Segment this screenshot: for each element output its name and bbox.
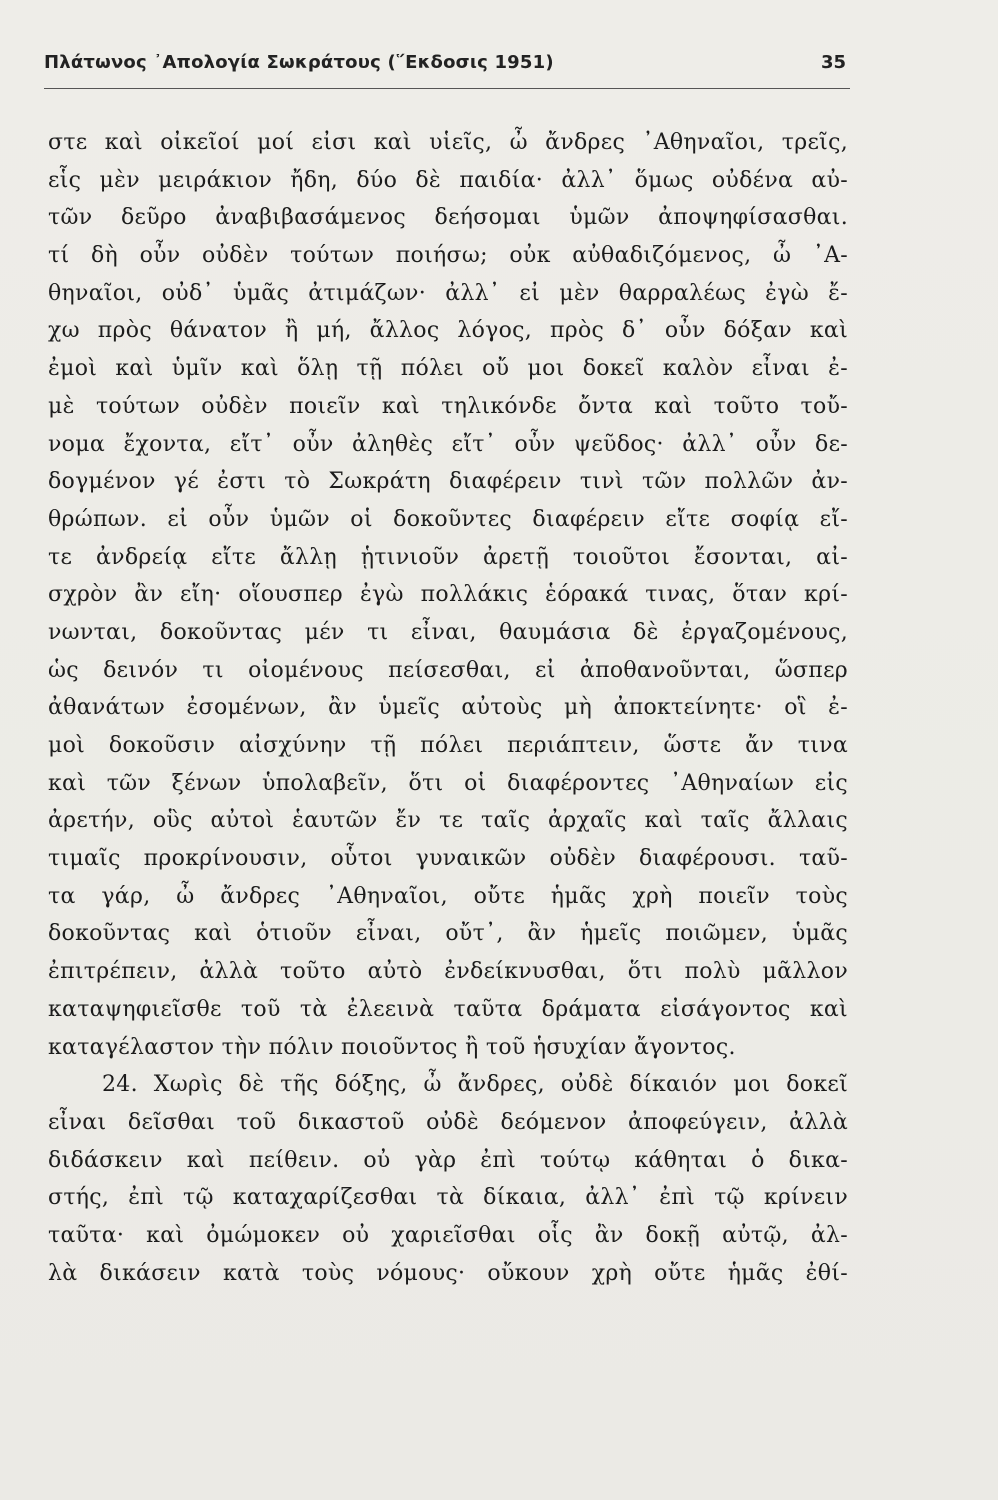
text-line: χω πρὸς θάνατον ἢ μή, ἄλλος λόγος, πρὸς δ᾽ οὖν δόξαν καὶ [48,318,848,344]
text-line: θηναῖοι, οὐδ᾽ ὑμᾶς ἀτιμάζων· ἀλλ᾽ εἰ μὲν θαρραλέως ἐγὼ ἔ- [48,280,848,306]
page-number: 35 [820,52,846,73]
text-line: τί δὴ οὖν οὐδὲν τούτων ποιήσω; οὐκ αὐθαδιζόμενος, ὦ ᾽Α- [48,243,848,269]
running-header [44,52,850,92]
header-rule [44,88,850,89]
running-title: Πλάτωνος ᾽Απολογία Σωκράτους (῞Εκδοσις 1951) [44,52,554,73]
text-line-paragraph-start: 24. Χωρὶς δὲ τῆς δόξης, ὦ ἄνδρες, οὐδὲ δίκαιόν μοι δοκεῖ [102,1072,848,1098]
text-line: ταῦτα· καὶ ὀμώμοκεν οὐ χαριεῖσθαι οἷς ἂν δοκῇ αὐτῷ, ἀλ- [48,1222,848,1248]
text-line: θρώπων. εἰ οὖν ὑμῶν οἱ δοκοῦντες διαφέρειν εἴτε σοφίᾳ εἴ- [48,506,848,532]
text-line: νομα ἔχοντα, εἴτ᾽ οὖν ἀληθὲς εἴτ᾽ οὖν ψεῦδος· ἀλλ᾽ οὖν δε- [48,431,848,457]
text-line: διδάσκειν καὶ πείθειν. οὐ γὰρ ἐπὶ τούτῳ κάθηται ὁ δικα- [48,1147,848,1173]
text-line: σχρὸν ἂν εἴη· οἵουσπερ ἐγὼ πολλάκις ἑόρακά τινας, ὅταν κρί- [48,582,848,608]
text-line: νωνται, δοκοῦντας μέν τι εἶναι, θαυμάσια δὲ ἐργαζομένους, [48,619,848,645]
text-line: ἐμοὶ καὶ ὑμῖν καὶ ὅλῃ τῇ πόλει οὔ μοι δοκεῖ καλὸν εἶναι ἐ- [48,356,848,382]
text-line: δοκοῦντας καὶ ὁτιοῦν εἶναι, οὔτ᾽, ἂν ἡμεῖς ποιῶμεν, ὑμᾶς [48,921,848,947]
text-line: ἀρετήν, οὓς αὐτοὶ ἑαυτῶν ἔν τε ταῖς ἀρχαῖς καὶ ταῖς ἄλλαις [48,808,848,834]
text-line: δογμένον γέ ἐστι τὸ Σωκράτη διαφέρειν τινὶ τῶν πολλῶν ἀν- [48,469,848,495]
text-line: τε ἀνδρείᾳ εἴτε ἄλλῃ ᾑτινιοῦν ἀρετῇ τοιοῦτοι ἔσονται, αἰ- [48,544,848,570]
text-line: στής, ἐπὶ τῷ καταχαρίζεσθαι τὰ δίκαια, ἀλλ᾽ ἐπὶ τῷ κρίνειν [48,1185,848,1211]
text-line: ὡς δεινόν τι οἰομένους πείσεσθαι, εἰ ἀποθανοῦνται, ὥσπερ [48,657,848,683]
text-line: λὰ δικάσειν κατὰ τοὺς νόμους· οὔκουν χρὴ οὔτε ἡμᾶς ἐθί- [48,1260,848,1286]
text-line: καταγέλαστον τὴν πόλιν ποιοῦντος ἢ τοῦ ἡσυχίαν ἄγοντος. [48,1034,736,1060]
text-line: μὲ τούτων οὐδὲν ποιεῖν καὶ τηλικόνδε ὄντα καὶ τοῦτο τοὔ- [48,393,848,419]
text-line: τα γάρ, ὦ ἄνδρες ᾽Αθηναῖοι, οὔτε ἡμᾶς χρὴ ποιεῖν τοὺς [48,883,848,909]
text-line: τιμαῖς προκρίνουσιν, οὗτοι γυναικῶν οὐδὲν διαφέρουσι. ταῦ- [48,846,848,872]
text-line: ἀθανάτων ἐσομένων, ἂν ὑμεῖς αὐτοὺς μὴ ἀποκτείνητε· οἳ ἐ- [48,695,848,721]
text-line: ἐπιτρέπειν, ἀλλὰ τοῦτο αὐτὸ ἐνδείκνυσθαι, ὅτι πολὺ μᾶλλον [48,959,848,985]
text-line: εἶναι δεῖσθαι τοῦ δικαστοῦ οὐδὲ δεόμενον ἀποφεύγειν, ἀλλὰ [48,1109,848,1135]
text-line: καταψηφιεῖσθε τοῦ τὰ ἐλεεινὰ ταῦτα δράματα εἰσάγοντος καὶ [48,996,848,1022]
text-line: μοὶ δοκοῦσιν αἰσχύνην τῇ πόλει περιάπτειν, ὥστε ἄν τινα [48,733,848,758]
text-line: εἷς μὲν μειράκιον ἤδη, δύο δὲ παιδία· ἀλλ᾽ ὅμως οὐδένα αὐ- [48,167,848,193]
text-line: στε καὶ οἰκεῖοί μοί εἰσι καὶ υἱεῖς, ὦ ἄνδρες ᾽Αθηναῖοι, τρεῖς, [48,130,848,155]
text-line: τῶν δεῦρο ἀναβιβασάμενος δεήσομαι ὑμῶν ἀποψηφίσασθαι. [48,205,848,231]
text-line: καὶ τῶν ξένων ὑπολαβεῖν, ὅτι οἱ διαφέροντες ᾽Αθηναίων εἰς [48,770,848,796]
body-text [48,124,848,1292]
